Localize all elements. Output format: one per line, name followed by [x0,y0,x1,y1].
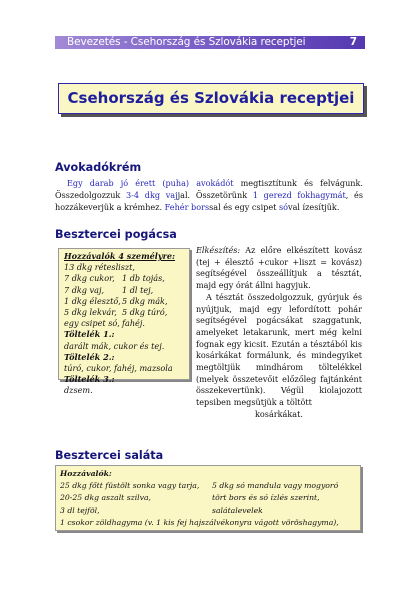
filling-2-heading: Töltelék 2.: [64,351,115,362]
section-heading-besztercei-pogacsa: Besztercei pogácsa [55,228,177,241]
filling-3-value: dzsem. [64,385,93,396]
pogacsa-ingredients-heading: Hozzávalók 4 személyre: [64,251,175,261]
salata-ingredient-onion: 1 csokor zöldhagyma (v. 1 kis fej hajszálvékonyra vágott vöröshagyma), [60,517,339,527]
avokado-text-4: sal és egy csipet [209,202,279,213]
preparation-label: Elkészítés: [196,245,241,255]
ingredient-item: salátalevelek [212,505,263,515]
ingredient-item: 1 dkg élesztő, [64,295,121,306]
preparation-text-2: A tésztát összedolgozzuk, gyúrjuk és nyújtjuk, majd egy lefordított pohár segítségével pogácsákat szaggatunk, amelyeket letakarunk, mert még kelni fognak egy kicsit. Ezután a tésztából kis kosárkákat formálunk, és mindegyiket megtöltjük mindhárom töltelékkel (melyek összetevőit előzőleg fajtánként összekevertünk). Végül kiolajozott tepsiben megsütjük a töltött [196,291,362,408]
section-heading-avokadokrem: Avokadókrém [55,161,142,174]
pogacsa-ingredient-flour: 13 dkg rétesliszt, [64,262,135,273]
ingredient-item: 1 db tojás, [122,273,165,284]
running-header [55,36,365,49]
ingredient-item: 20-25 dkg aszalt szilva, [60,493,151,503]
salata-ingredient-row [60,492,356,504]
filling-1-value: darált mák, cukor és tej. [64,340,165,351]
running-header-title: Bevezetés - Csehország és Szlovákia receptjei [67,36,306,48]
ingredient-item: 5 dkg lekvár, [64,307,117,318]
salata-ingredient-row [60,505,356,517]
salata-ingredients-box [55,465,361,531]
ingredient-item: 1 dl tej, [122,284,154,295]
avokado-text-1: megtisztítunk és felvágunk. Összedolgozzuk [55,178,363,201]
ingredient-item: 25 dkg főtt füstölt sonka vagy tarja, [60,481,200,491]
avokado-ingredient-pepper: Fehér bors [164,202,210,213]
preparation-text-3: kosárkákat. [255,408,303,419]
salata-ingredient-row [60,480,356,492]
avokado-ingredient-garlic: 1 gerezd fokhagymát [252,190,346,201]
filling-2-value: túró, cukor, fahéj, mazsola [64,363,173,374]
ingredient-item: 5 dkg só mandula vagy mogyoró [212,481,339,491]
pogacsa-ingredient-grid [64,273,184,329]
avokado-text-3: , és hozzákeverjük a krémhez. [55,190,363,213]
avokadokrem-recipe [55,177,363,214]
ingredient-item: 7 dkg cukor, [64,273,115,284]
section-heading-besztercei-salata: Besztercei saláta [55,449,164,462]
pogacsa-ingredients-box [58,248,190,396]
ingredient-item: 5 dkg túró, [122,307,168,318]
preparation-text-1: Az előre elkészített kovász (tej + élesztő +cukor +liszt = kovász) segítségével összeállítjuk a tésztát, majd egy órát állni hagyjuk. [196,245,362,291]
ingredient-item: 3 dl tejföl, [60,505,100,515]
chapter-title-box [58,83,364,114]
filling-3-heading: Töltelék 3.: [64,374,115,385]
avokado-ingredient-butter: 3-4 dkg vaj [126,190,178,201]
ingredient-item: 5 dkg mák, [122,295,168,306]
salata-ingredients-heading: Hozzávalók: [60,469,112,478]
avokado-ingredient-avocado: Egy darab jó érett (puha) avokádót [67,178,234,188]
filling-1-heading: Töltelék 1.: [64,329,115,340]
avokado-text-5: val ízesítjük. [288,202,340,213]
pogacsa-preparation [196,245,362,421]
chapter-title: Csehország és Szlovákia receptjei [67,89,355,107]
ingredient-item: fahéj. [122,318,145,329]
ingredient-item: tört bors és só ízlés szerint, [212,493,320,503]
ingredient-item: 7 dkg vaj, [64,284,105,295]
page-number: 7 [349,36,357,48]
avokado-ingredient-salt: só [278,202,288,213]
avokado-text-2: jal. Összetörünk [177,190,253,201]
ingredient-item: egy csipet só, [64,318,120,329]
